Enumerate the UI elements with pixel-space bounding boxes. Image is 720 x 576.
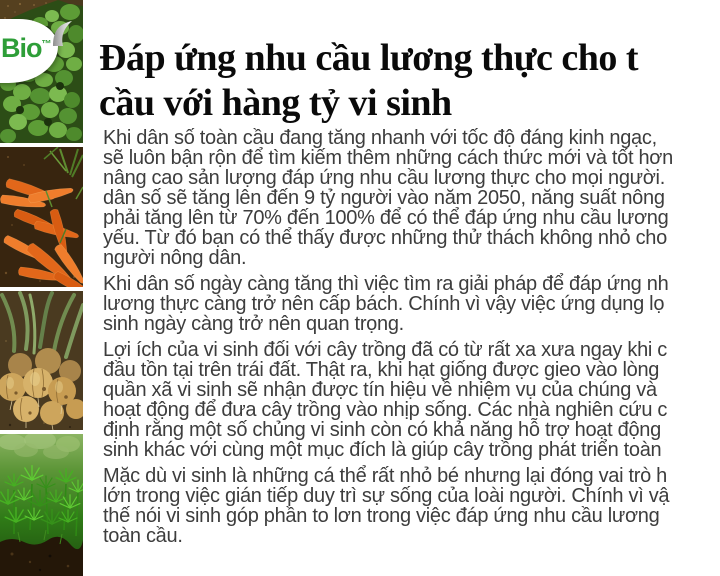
text-line: người nông dân.	[103, 247, 247, 269]
text-line: Khi dân số toàn cầu đang tăng nhanh với tốc độ đáng kinh ngạc,	[103, 127, 657, 149]
title-line-1: Đáp ứng nhu cầu lương thực cho t	[99, 37, 639, 79]
text-line: Lợi ích của vi sinh đối với cây trồng đã có từ rất xa xưa ngay khi c	[103, 339, 667, 361]
text-line: sẽ luôn bận rộn để tìm kiếm thêm những cách thức mới và tốt hơn	[103, 147, 673, 169]
dill-photo-image	[0, 434, 83, 576]
onions-photo	[0, 291, 83, 430]
text-line: hoạt động để đưa cây trồng vào nhịp sống. Các nhà nghiên cứu c	[103, 399, 668, 421]
text-line: yếu. Từ đó bạn có thể thấy được những thử thách không nhỏ cho	[103, 227, 667, 249]
trademark-symbol: ™	[41, 39, 52, 50]
text-line: Mặc dù vi sinh là những cá thể rất nhỏ bé nhưng lại đóng vai trò h	[103, 465, 668, 487]
text-line: toàn cầu.	[103, 525, 183, 547]
text-line: thế nói vi sinh góp phần to lơn trong việc đáp ứng nhu cầu lương	[103, 505, 660, 527]
carrots-photo	[0, 147, 83, 287]
text-line: sinh ngày càng trở nên quan trọng.	[103, 313, 404, 335]
onions-photo-image	[0, 291, 83, 430]
text-line: định rằng một số chủng vi sinh còn có khả năng hỗ trợ hoạt động	[103, 419, 661, 441]
text-line: lớn trong việc gián tiếp duy trì sự sống của loài người. Chính vì vậ	[103, 485, 670, 507]
page-title	[99, 36, 638, 126]
paragraph-1	[103, 128, 673, 268]
text-line: lương thực càng trở nên cấp bách. Chính vì vậy việc ứng dụng lọ	[103, 293, 665, 315]
text-line: phải tăng lên từ 70% đến 100% để có thể đáp ứng nhu cầu lương	[103, 207, 669, 229]
text-line: nâng cao sản lượng đáp ứng nhu cầu lương thực cho mọi người.	[103, 167, 665, 189]
text-line: quần xã vi sinh sẽ nhận được tín hiệu về nhiệm vụ của chúng và	[103, 379, 657, 401]
title-line-2: cầu với hàng tỷ vi sinh	[99, 82, 452, 124]
dill-photo	[0, 434, 83, 576]
text-line: dân số sẽ tăng lên đến 9 tỷ người vào năm 2050, năng suất nông	[103, 187, 665, 209]
paragraph-4	[103, 466, 673, 546]
carrots-photo-image	[0, 147, 83, 287]
article-body	[103, 128, 673, 552]
text-line: Khi dân số ngày càng tăng thì việc tìm ra giải pháp để đáp ứng nh	[103, 273, 669, 295]
paragraph-2	[103, 274, 673, 334]
logo-page-curl	[50, 20, 76, 48]
paragraph-3	[103, 340, 673, 460]
bio-logo-text: Bio™	[1, 33, 52, 63]
text-line: đầu tồn tại trên trái đất. Thật ra, khi hạt giống được gieo vào lòng	[103, 359, 660, 381]
text-line: sinh khác với cùng một mục đích là giúp cây trồng phát triển toàn	[103, 439, 662, 461]
